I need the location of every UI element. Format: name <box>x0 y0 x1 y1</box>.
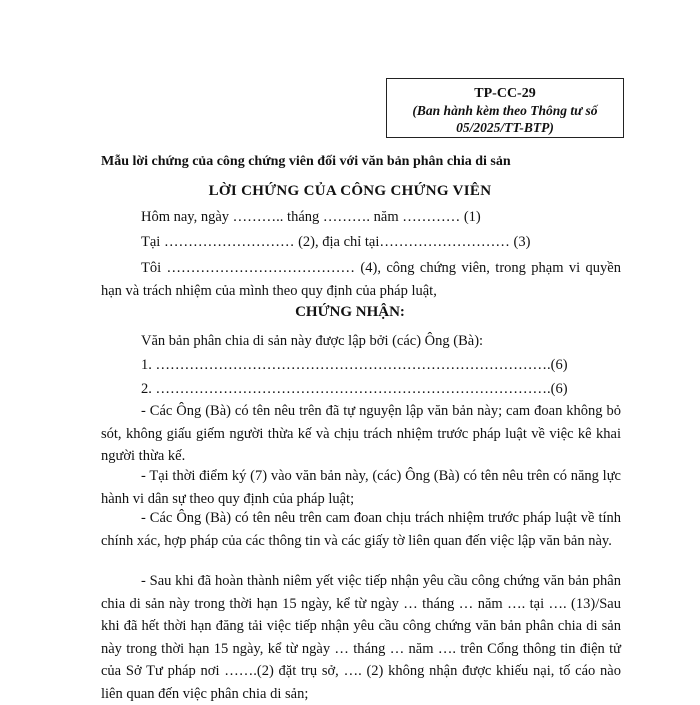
person-2-line: 2. ……………………………………………………………………….(6) <box>141 381 568 397</box>
paragraph-3 <box>101 507 621 552</box>
place-line: Tại ……………………… (2), địa chỉ tại……………………… (3) <box>141 234 531 250</box>
paragraph-3-text: - Các Ông (Bà) có tên nêu trên cam đoan chịu trách nhiệm trước pháp luật về tính chính xác, hợp pháp của các thông tin và các giấy tờ liên quan đến việc lập văn bản này. <box>101 510 621 549</box>
form-code-box <box>386 78 624 138</box>
person-1-line: 1. ……………………………………………………………………….(6) <box>141 357 568 373</box>
issued-note-line-1: (Ban hành kèm theo Thông tư số <box>412 103 598 118</box>
form-title: Mẫu lời chứng của công chứng viên đối với văn bản phân chia di sản <box>101 154 511 169</box>
paragraph-4 <box>101 570 621 705</box>
notary-paragraph <box>101 257 621 302</box>
certify-title: CHỨNG NHẬN: <box>295 304 405 320</box>
paragraph-4-text: - Sau khi đã hoàn thành niêm yết việc tiếp nhận yêu cầu công chứng văn bản phân chia di sản này trong thời hạn 15 ngày, kể từ ngày … tháng … năm …. tại …. (13)/Sau khi đã hết thời hạn đăng tải việc tiếp nhận yêu cầu công chứng văn bản phân chia di sản này trong thời hạn 15 ngày, kể từ ngày … tháng … năm …. trên Cổng thông tin điện tử của Sở Tư pháp nơi …….(2) đặt trụ sở, …. (2) không nhận được khiếu nại, tố cáo nào liên quan đến việc phân chia di sản; <box>101 573 621 702</box>
paragraph-2 <box>101 465 621 510</box>
issued-note-line-2: 05/2025/TT-BTP) <box>456 120 554 135</box>
made-by-line: Văn bản phân chia di sản này được lập bởi (các) Ông (Bà): <box>141 333 484 349</box>
date-line: Hôm nay, ngày ……….. tháng ………. năm ………… (1) <box>141 209 481 225</box>
main-title: LỜI CHỨNG CỦA CÔNG CHỨNG VIÊN <box>208 183 492 199</box>
paragraph-2-text: - Tại thời điểm ký (7) vào văn bản này, (các) Ông (Bà) có tên nêu trên có năng lực hành vi dân sự theo quy định của pháp luật; <box>101 468 621 507</box>
paragraph-1-text: - Các Ông (Bà) có tên nêu trên đã tự nguyện lập văn bản này; cam đoan không bỏ sót, không giấu giếm người thừa kế và chịu trách nhiệm trước pháp luật về việc kê khai người thừa kế. <box>101 403 621 464</box>
notary-text: Tôi ………………………………… (4), công chứng viên, trong phạm vi quyền hạn và trách nhiệm của mình theo quy định của pháp luật, <box>101 260 621 299</box>
form-code: TP-CC-29 <box>474 86 536 101</box>
paragraph-1 <box>101 400 621 468</box>
